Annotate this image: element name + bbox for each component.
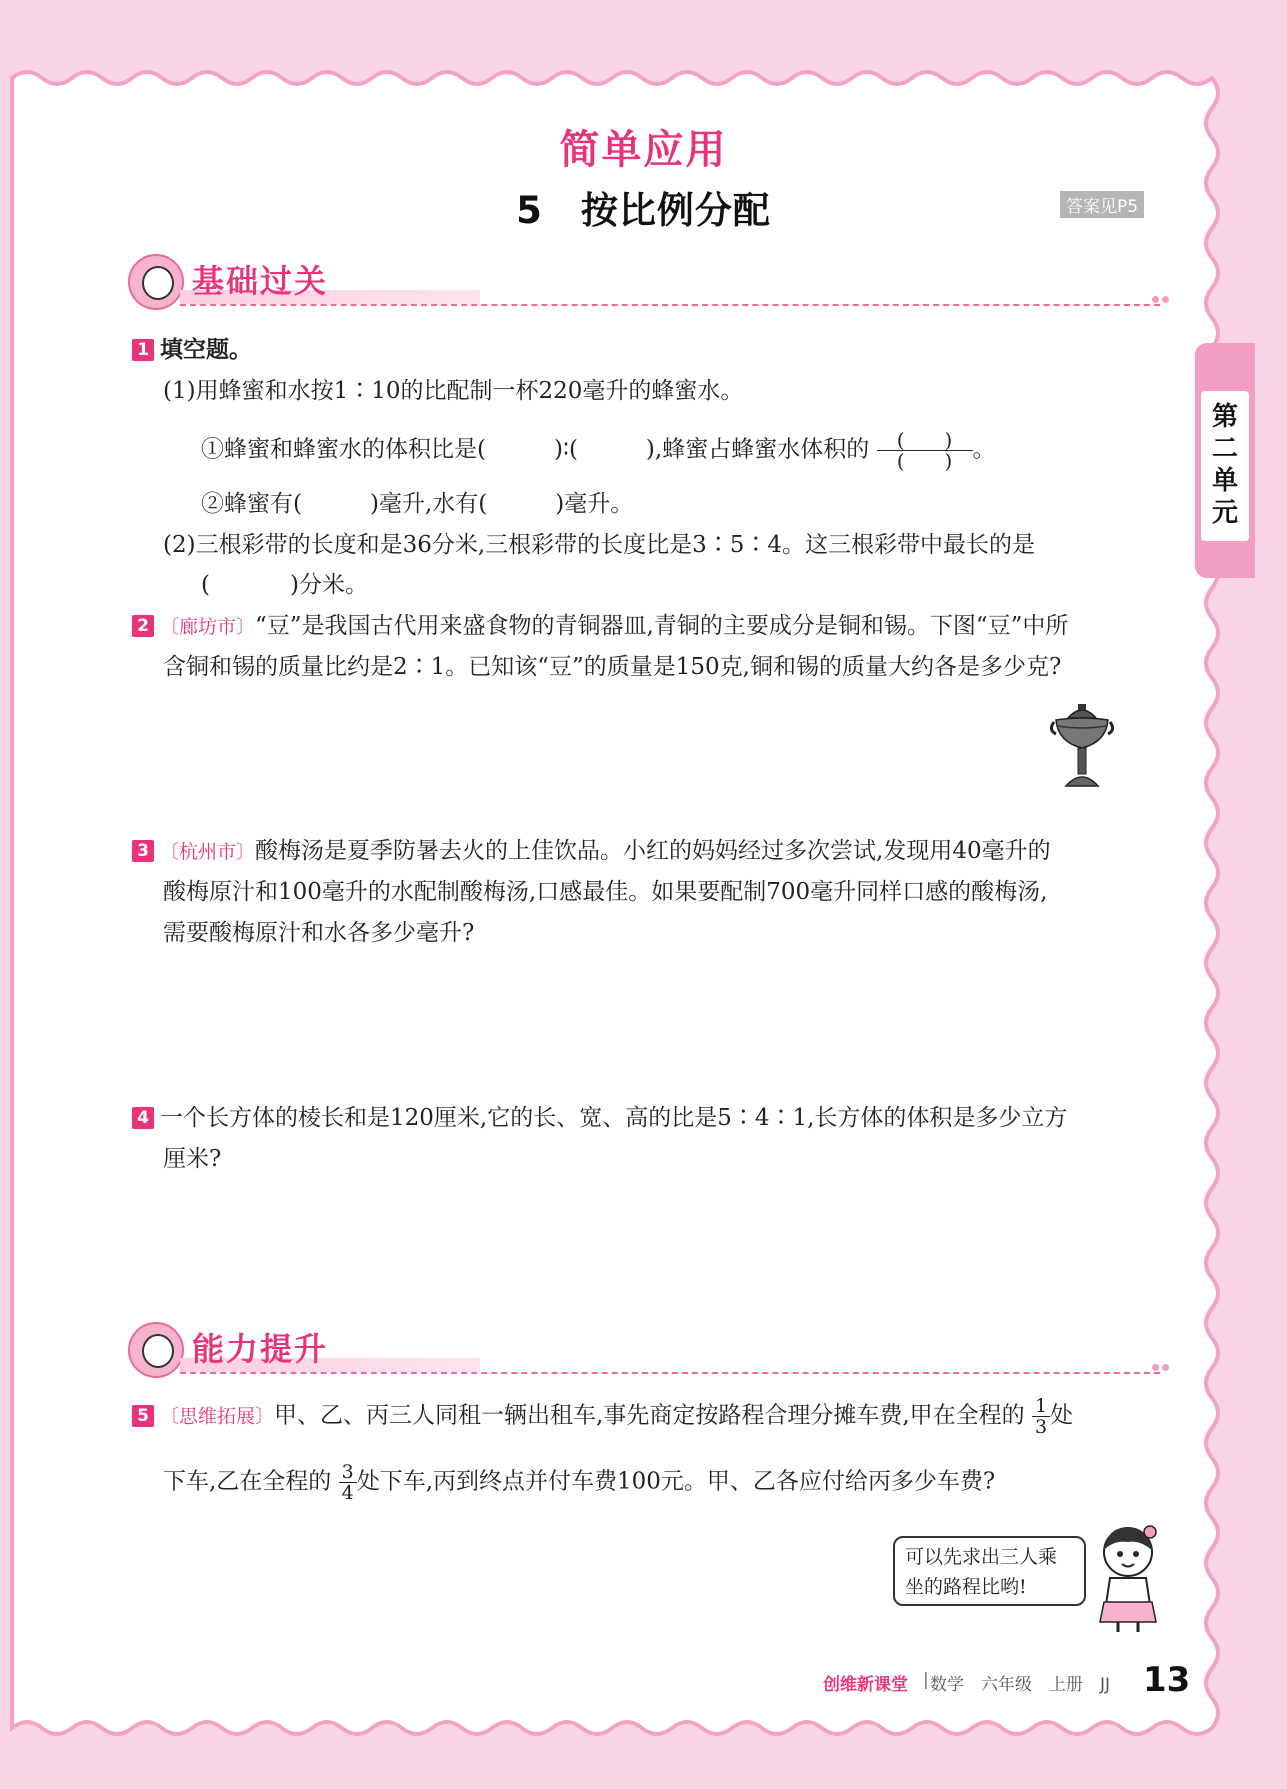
section-divider bbox=[180, 1372, 1160, 1374]
text-span: “豆”是我国古代用来盛食物的青铜器皿,青铜的主要成分是铜和锡。下图“豆”中所 bbox=[255, 613, 1069, 639]
question-5-line-1 bbox=[132, 1396, 1073, 1437]
question-3-line-1 bbox=[132, 836, 1051, 867]
region-tag: 〔杭州市〕 bbox=[160, 841, 256, 863]
text-span: )毫升,水有( bbox=[369, 491, 488, 517]
answer-reference-badge: 答案见P5 bbox=[1060, 191, 1144, 218]
section-label-advanced: 能力提升 bbox=[192, 1330, 329, 1368]
fraction-numerator: 1 bbox=[1032, 1396, 1050, 1417]
question-number: 1 bbox=[132, 339, 154, 361]
bronze-dou-vessel-image bbox=[1048, 700, 1116, 792]
fraction-one-third bbox=[1032, 1396, 1050, 1437]
page-title: 简单应用 bbox=[559, 127, 728, 173]
question-3-line-2: 酸梅原汁和100毫升的水配制酸梅汤,口感最佳。如果要配制700毫升同样口感的酸梅汤, bbox=[163, 879, 1048, 905]
girl-avatar-icon bbox=[128, 254, 184, 310]
fraction-numerator: ( ) bbox=[877, 430, 973, 451]
text-span: 一个长方体的棱长和是120厘米,它的长、宽、高的比是5∶4∶1,长方体的体积是多少立方 bbox=[160, 1105, 1068, 1131]
text-span: 下车,乙在全程的 bbox=[163, 1468, 332, 1495]
footer-separator: | bbox=[923, 1670, 929, 1690]
section-header-basic bbox=[128, 252, 1173, 312]
footer-book-info: 数学 六年级 上册 JJ bbox=[930, 1675, 1111, 1695]
section-label-basic: 基础过关 bbox=[192, 262, 329, 300]
text-span: 处 bbox=[1050, 1402, 1074, 1429]
text-span: ),蜂蜜占蜂蜜水体积的 bbox=[645, 436, 870, 463]
footer-brand: 创维新课堂 bbox=[823, 1675, 908, 1695]
region-tag: 〔思维拓展〕 bbox=[160, 1405, 275, 1428]
text-span: 处下车,丙到终点并付车费100元。甲、乙各应付给丙多少车费? bbox=[356, 1468, 996, 1495]
lesson-title: 5 按比例分配 bbox=[516, 189, 771, 232]
question-1-heading bbox=[132, 335, 252, 365]
question-4-line-2: 厘米? bbox=[163, 1146, 222, 1172]
text-span: 甲、乙、丙三人同租一辆出租车,事先商定按路程合理分摊车费,甲在全程的 bbox=[274, 1402, 1025, 1429]
question-1-part-2b bbox=[201, 570, 368, 600]
text-span: )∶( bbox=[553, 436, 578, 463]
question-2-line-2: 含铜和锡的质量比约是2∶1。已知该“豆”的质量是150克,铜和锡的质量大约各是多少克? bbox=[163, 654, 1062, 680]
question-3-line-3: 需要酸梅原汁和水各多少毫升? bbox=[163, 920, 475, 946]
question-1-title: 填空题。 bbox=[160, 337, 252, 363]
page-number: 13 bbox=[1143, 1660, 1191, 1700]
text-span: )分米。 bbox=[289, 572, 368, 598]
hint-line: 坐的路程比哟! bbox=[905, 1576, 1027, 1598]
decor-dots bbox=[1149, 1356, 1169, 1375]
question-1-part-1: (1)用蜂蜜和水按1∶10的比配制一杯220毫升的蜂蜜水。 bbox=[163, 378, 744, 404]
hint-line: 可以先求出三人乘 bbox=[905, 1546, 1058, 1568]
fraction-denominator: 4 bbox=[341, 1482, 354, 1504]
fraction-numerator: 3 bbox=[339, 1462, 357, 1483]
region-tag: 〔廊坊市〕 bbox=[160, 616, 256, 638]
unit-side-tab bbox=[1195, 343, 1255, 578]
fraction-denominator: ( ) bbox=[896, 449, 953, 473]
question-number: 4 bbox=[132, 1107, 154, 1129]
question-1-part-1b bbox=[201, 489, 633, 519]
question-1-part-1a bbox=[201, 430, 996, 471]
question-number: 3 bbox=[132, 840, 154, 862]
question-1-part-2: (2)三根彩带的长度和是36分米,三根彩带的长度比是3∶5∶4。这三根彩带中最长的是 bbox=[163, 532, 1036, 558]
section-divider bbox=[180, 304, 1160, 306]
fraction-blank[interactable] bbox=[877, 430, 973, 471]
section-header-advanced bbox=[128, 1320, 1173, 1380]
text-span: ( bbox=[201, 572, 210, 598]
decor-dots bbox=[1149, 288, 1169, 307]
question-5-line-2 bbox=[163, 1462, 995, 1503]
question-2-line-1 bbox=[132, 611, 1068, 642]
text-span: ②蜂蜜有( bbox=[201, 491, 302, 517]
hint-speech-bubble bbox=[893, 1536, 1086, 1606]
fraction-three-quarters bbox=[339, 1462, 357, 1503]
text-span: 酸梅汤是夏季防暑去火的上佳饮品。小红的妈妈经过多次尝试,发现用40毫升的 bbox=[255, 838, 1051, 864]
side-tab-label: 第二单元 bbox=[1211, 402, 1238, 528]
cartoon-girl-illustration bbox=[1088, 1522, 1168, 1634]
boy-avatar-icon bbox=[128, 1322, 184, 1378]
question-number: 5 bbox=[132, 1405, 154, 1427]
text-span: )毫升。 bbox=[555, 491, 634, 517]
question-4-line-1 bbox=[132, 1103, 1067, 1133]
question-number: 2 bbox=[132, 615, 154, 637]
text-span: 。 bbox=[972, 436, 996, 463]
text-span: ①蜂蜜和蜂蜜水的体积比是( bbox=[201, 436, 486, 463]
fraction-denominator: 3 bbox=[1034, 1416, 1048, 1438]
